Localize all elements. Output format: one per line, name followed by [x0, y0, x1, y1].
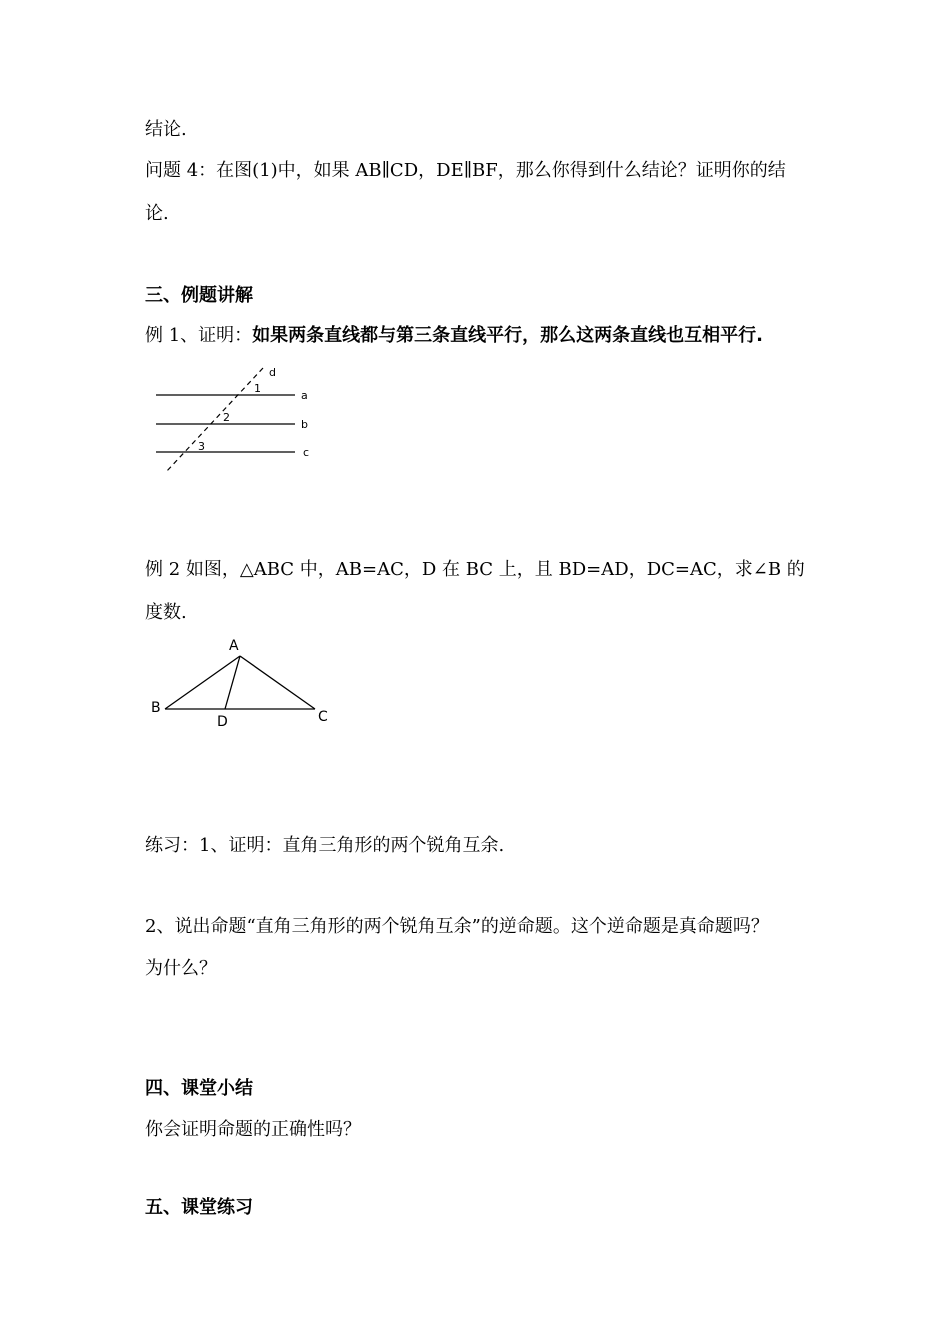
section4-title: 四、课堂小结	[145, 1078, 253, 1099]
section3-title: 三、例题讲解	[145, 285, 253, 306]
practice1: 练习：1、证明：直角三角形的两个锐角互余.	[145, 835, 505, 856]
q3-conclusion-tail: 结论.	[145, 119, 187, 140]
triangle-figure	[145, 632, 345, 737]
parallel-lines-figure	[140, 362, 330, 480]
label-c: c	[303, 446, 310, 459]
practice2-line1: 2、说出命题“直角三角形的两个锐角互余”的逆命题。这个逆命题是真命题吗？	[145, 916, 769, 937]
example2-line1: 例 2 如图，△ABC 中，AB=AC，D 在 BC 上，且 BD=AD，DC=AC，求∠B 的	[145, 559, 805, 580]
example1-statement: 如果两条直线都与第三条直线平行，那么这两条直线也互相平行.	[252, 325, 764, 346]
vertex-label-d: D	[217, 714, 228, 730]
example1-prefix: 例 1、证明：	[145, 325, 253, 346]
angle-label-2: 2	[223, 411, 230, 424]
summary-question: 你会证明命题的正确性吗？	[145, 1119, 361, 1140]
vertex-label-a: A	[229, 638, 239, 654]
side-ab	[165, 656, 240, 709]
segment-ad	[225, 656, 240, 709]
side-ac	[240, 656, 315, 709]
label-b: b	[301, 418, 308, 431]
angle-label-1: 1	[254, 382, 261, 395]
practice2-line2: 为什么？	[145, 958, 217, 979]
transversal-d	[166, 368, 263, 472]
label-a: a	[301, 389, 308, 402]
section5-title: 五、课堂练习	[145, 1197, 253, 1218]
vertex-label-b: B	[151, 700, 161, 716]
question4-line1: 问题 4：在图(1)中，如果 AB∥CD，DE∥BF，那么你得到什么结论？证明你的结	[145, 160, 786, 181]
question4-line2: 论.	[145, 203, 169, 224]
example1	[145, 325, 763, 347]
angle-label-3: 3	[198, 440, 205, 453]
vertex-label-c: C	[318, 709, 328, 725]
example2-line2: 度数.	[145, 602, 187, 623]
label-d: d	[269, 366, 276, 379]
